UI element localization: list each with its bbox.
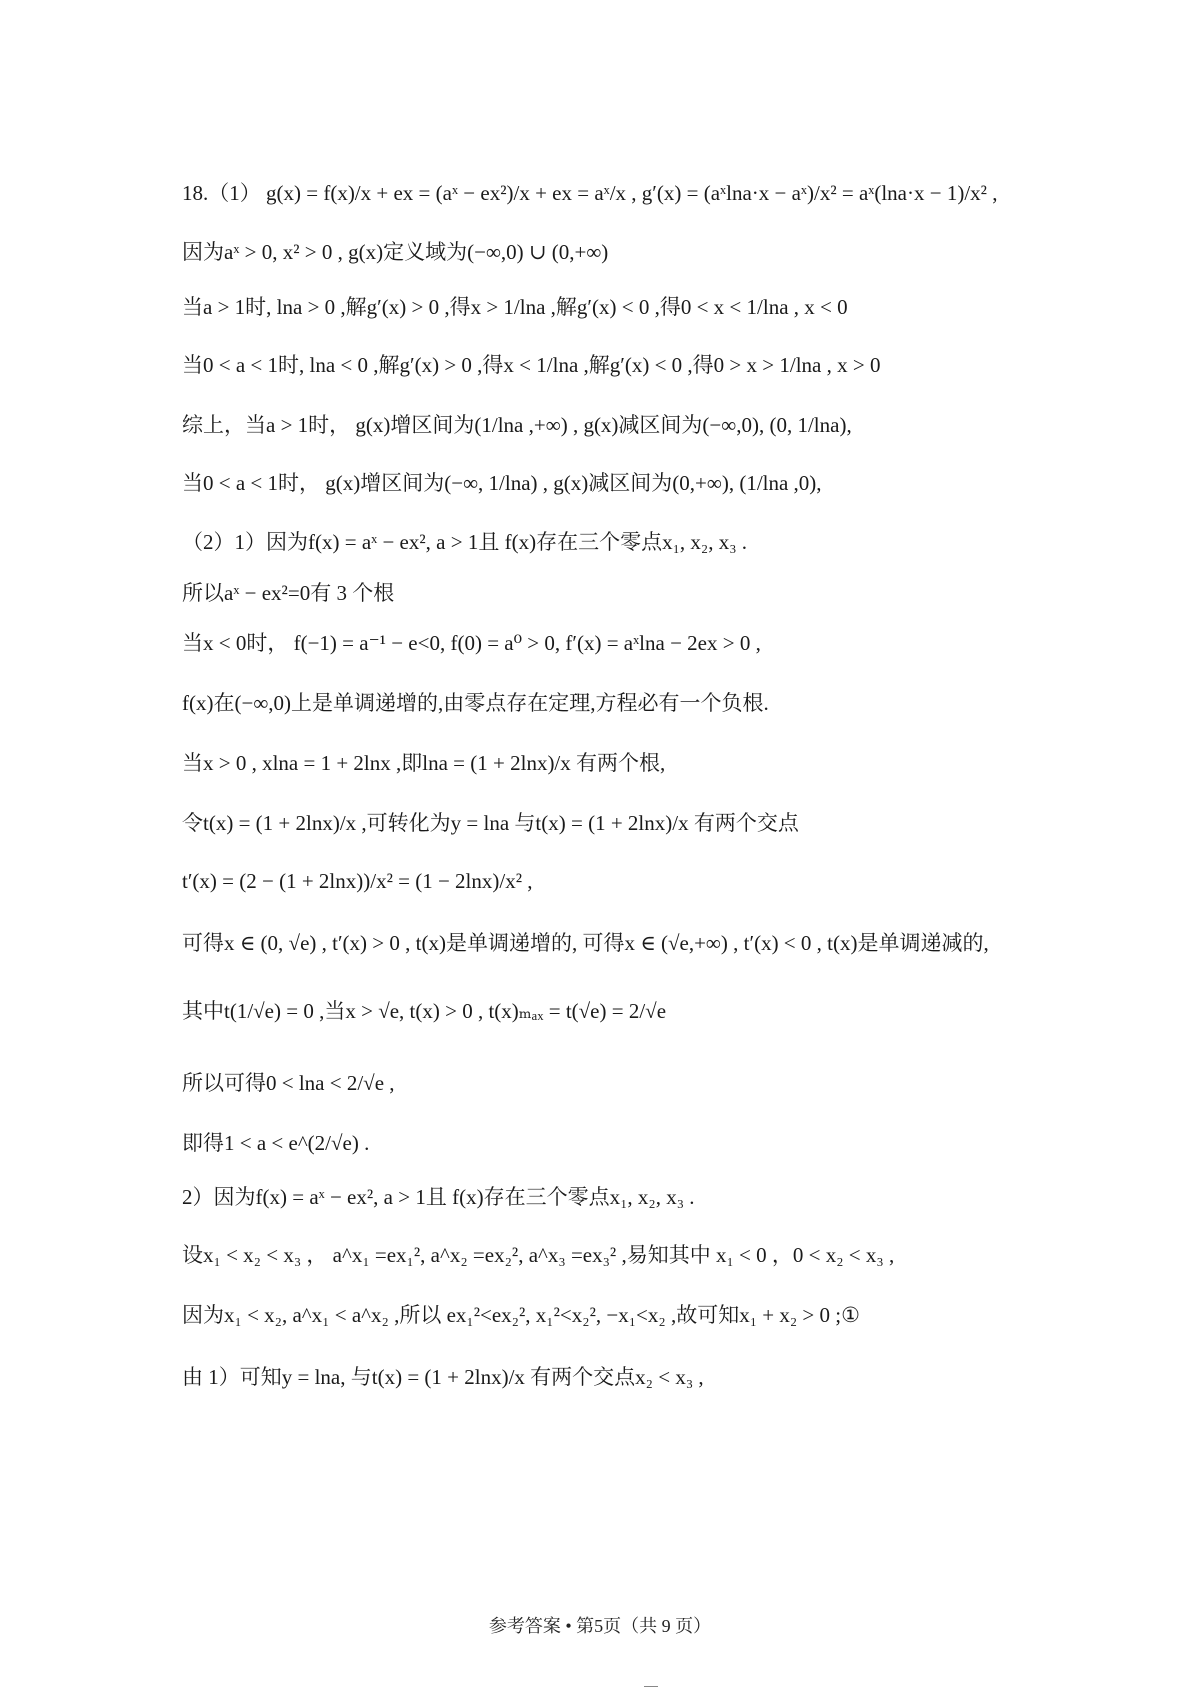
solution-line-4: 当0 < a < 1时, lna < 0 ,解g′(x) > 0 ,得x < 1/lna ,解g′(x) < 0 ,得0 > x > 1/lna , x > 0 (182, 353, 881, 377)
solution-line-6: 当0 < a < 1时， g(x)增区间为(−∞, 1/lna) , g(x)减区间为(0,+∞), (1/lna ,0), (182, 471, 822, 495)
solution-line-16: 所以可得0 < lna < 2/√e , (182, 1071, 395, 1095)
solution-line-7: （2）1）因为f(x) = aˣ − ex², a > 1且 f(x)存在三个零点x₁, x₂, x₃ . (182, 530, 748, 554)
solution-line-18: 2）因为f(x) = aˣ − ex², a > 1且 f(x)存在三个零点x₁, x₂, x₃ . (182, 1185, 695, 1209)
page-footer: 参考答案 • 第5页（共 9 页） (488, 1616, 712, 1636)
solution-line-9: 当x < 0时， f(−1) = a⁻¹ − e<0, f(0) = a⁰ > 0, f′(x) = aˣlna − 2ex > 0 , (182, 631, 761, 655)
solution-line-2: 因为aˣ > 0, x² > 0 , g(x)定义域为(−∞,0) ∪ (0,+∞) (182, 240, 609, 264)
solution-line-1: 18.（1） g(x) = f(x)/x + ex = (aˣ − ex²)/x + ex = aˣ/x , g′(x) = (aˣlna·x − aˣ)/x² = aˣ(lna·x − 1)/x² , (182, 181, 998, 205)
solution-line-21: 由 1）可知y = lna, 与t(x) = (1 + 2lnx)/x 有两个交点x₂ < x₃ , (182, 1365, 704, 1389)
solution-line-17: 即得1 < a < e^(2/√e) . (182, 1131, 370, 1155)
bottom-dash (644, 1686, 658, 1687)
solution-line-5: 综上，当a > 1时， g(x)增区间为(1/lna ,+∞) , g(x)减区间为(−∞,0), (0, 1/lna), (182, 413, 852, 437)
solution-line-15: 其中t(1/√e) = 0 ,当x > √e, t(x) > 0 , t(x)ₘₐₓ = t(√e) = 2/√e (182, 999, 667, 1023)
solution-line-3: 当a > 1时, lna > 0 ,解g′(x) > 0 ,得x > 1/lna ,解g′(x) < 0 ,得0 < x < 1/lna , x < 0 (182, 295, 848, 319)
solution-line-20: 因为x₁ < x₂, a^x₁ < a^x₂ ,所以 ex₁²<ex₂², x₁²<x₂², −x₁<x₂ ,故可知x₁ + x₂ > 0 ;① (182, 1303, 860, 1327)
solution-line-11: 当x > 0 , xlna = 1 + 2lnx ,即lna = (1 + 2lnx)/x 有两个根, (182, 751, 666, 775)
solution-line-8: 所以aˣ − ex²=0有 3 个根 (182, 581, 395, 605)
solution-line-13: t′(x) = (2 − (1 + 2lnx))/x² = (1 − 2lnx)/x² , (182, 869, 533, 893)
solution-line-19: 设x₁ < x₂ < x₃ ， a^x₁ =ex₁², a^x₂ =ex₂², a^x₃ =ex₃² ,易知其中 x₁ < 0 ，0 < x₂ < x₃ , (182, 1243, 895, 1267)
solution-line-12: 令t(x) = (1 + 2lnx)/x ,可转化为y = lna 与t(x) = (1 + 2lnx)/x 有两个交点 (182, 811, 799, 835)
solution-line-10: f(x)在(−∞,0)上是单调递增的,由零点存在定理,方程必有一个负根. (182, 691, 769, 715)
solution-line-14: 可得x ∈ (0, √e) , t′(x) > 0 , t(x)是单调递增的, 可得x ∈ (√e,+∞) , t′(x) < 0 , t(x)是单调递减的, (182, 931, 989, 955)
